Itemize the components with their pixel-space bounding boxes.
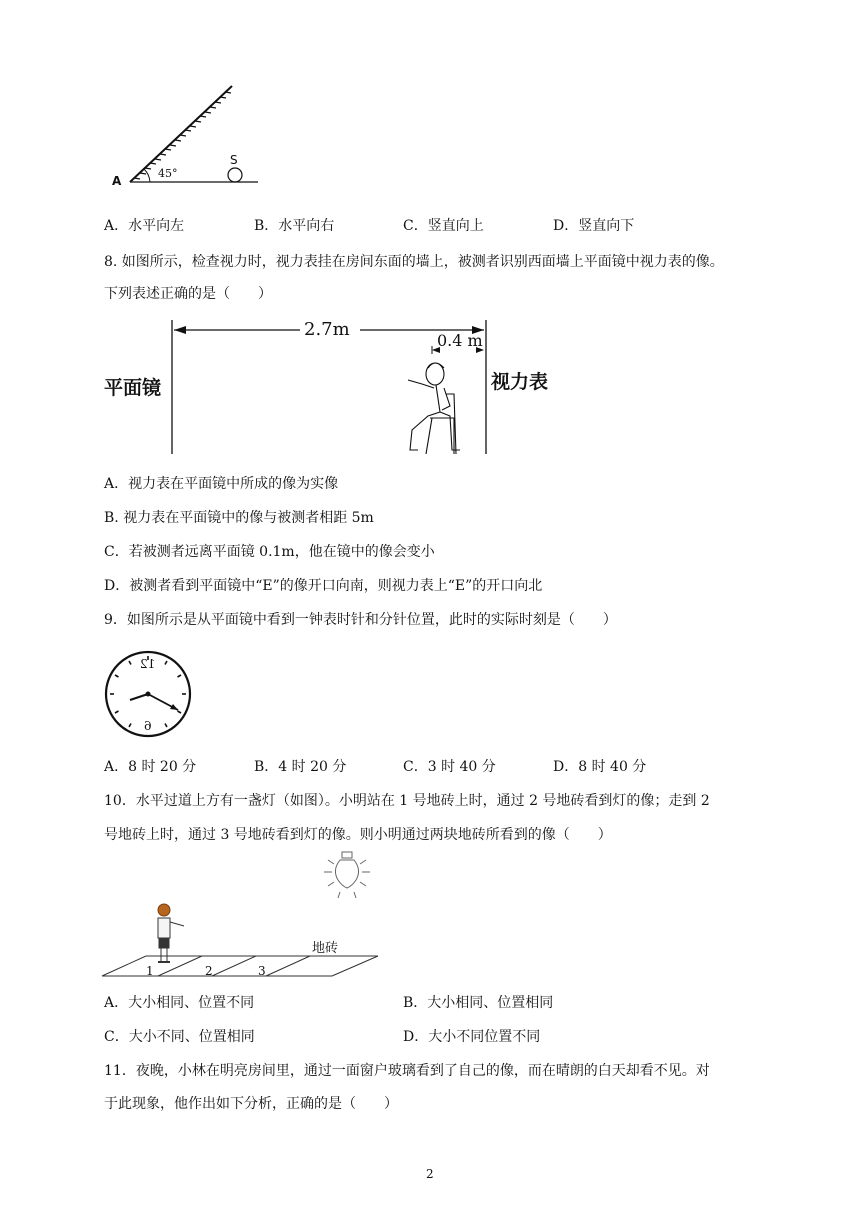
eye-chart-label: 视力表 xyxy=(491,371,549,393)
q9-option-b: B．4 时 20 分 xyxy=(254,759,347,775)
q9-stem: 9．如图所示是从平面镜中看到一钟表时针和分针位置，此时的实际时刻是（ ） xyxy=(104,612,617,628)
clock-bottom-numeral: 6 xyxy=(144,719,152,733)
q9-option-d: D．8 时 40 分 xyxy=(553,759,647,775)
distance-total-label: 2.7m xyxy=(304,319,350,340)
q11-stem-line1: 11．夜晚，小林在明亮房间里，通过一面窗户玻璃看到了自己的像，而在晴朗的白天却看不见。对 xyxy=(104,1063,710,1079)
q7-option-b: B．水平向右 xyxy=(254,218,335,234)
q10-option-c: C．大小不同、位置相同 xyxy=(104,1029,255,1045)
q9-option-c: C．3 时 40 分 xyxy=(403,759,496,775)
mirror-angle-figure xyxy=(110,80,270,190)
q11-stem-line2: 于此现象，他作出如下分析，正确的是（ ） xyxy=(104,1096,398,1112)
q10-stem-line2: 号地砖上时，通过 3 号地砖看到灯的像。则小明通过两块地砖所看到的像（ ） xyxy=(104,827,612,843)
point-s-label: S xyxy=(230,153,238,167)
q10-stem-line1: 10．水平过道上方有一盏灯（如图）。小明站在 1 号地砖上时，通过 2 号地砖看到灯的像；走到 2 xyxy=(104,793,710,809)
tile-number-2: 2 xyxy=(205,964,213,978)
angle-label: 45° xyxy=(158,167,178,180)
clock-top-numeral: 12 xyxy=(140,657,156,671)
q10-option-b: B．大小相同、位置相同 xyxy=(403,995,554,1011)
q8-option-c: C．若被测者远离平面镜 0.1m，他在镜中的像会变小 xyxy=(104,544,435,560)
distance-small-label: 0.4 m xyxy=(437,331,483,350)
q7-option-c: C．竖直向上 xyxy=(403,218,484,234)
mirror-label: 平面镜 xyxy=(104,377,162,399)
q10-option-d: D．大小不同位置不同 xyxy=(403,1029,541,1045)
floor-tile-label: 地砖 xyxy=(312,941,339,956)
tile-number-3: 3 xyxy=(258,964,266,978)
corridor-lamp-figure xyxy=(100,848,390,984)
q8-stem-line1: 8. 如图所示，检查视力时，视力表挂在房间东面的墙上，被测者识别西面墙上平面镜中视力表的像。 xyxy=(104,254,724,270)
tile-number-1: 1 xyxy=(146,964,154,978)
q8-stem-line2: 下列表述正确的是（ ） xyxy=(104,286,272,302)
q10-option-a: A．大小相同、位置不同 xyxy=(104,995,255,1011)
q7-option-a: A．水平向左 xyxy=(104,218,185,234)
q8-option-b: B. 视力表在平面镜中的像与被测者相距 5m xyxy=(104,510,374,526)
q8-option-d: D．被测者看到平面镜中“E”的像开口向南，则视力表上“E”的开口向北 xyxy=(104,578,543,594)
point-a-label: A xyxy=(112,174,122,188)
q9-option-a: A．8 时 20 分 xyxy=(104,759,197,775)
page-number: 2 xyxy=(426,1167,434,1181)
q8-option-a: A．视力表在平面镜中所成的像为实像 xyxy=(104,476,339,492)
q7-option-d: D．竖直向下 xyxy=(553,218,635,234)
